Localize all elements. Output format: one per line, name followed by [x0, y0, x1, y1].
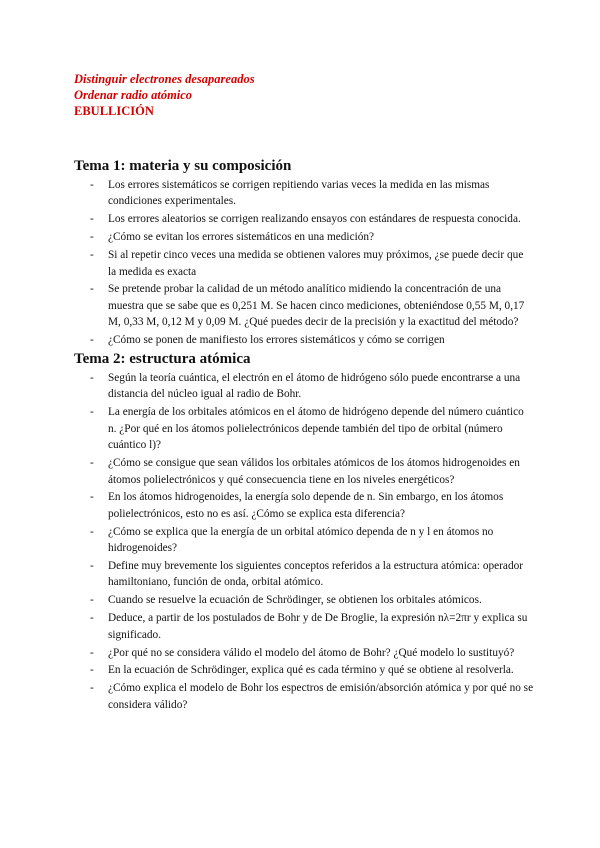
- list-item: - Si al repetir cinco veces una medida se obtienen valores muy próximos, ¿se puede decir que la medida es exacta: [74, 247, 534, 280]
- topic-title: Tema 1: materia y su composición: [74, 158, 292, 174]
- topic-section: [74, 350, 534, 713]
- note-line: Distinguir electrones desapareados: [74, 72, 255, 86]
- list-item: - ¿Cómo explica el modelo de Bohr los espectros de emisión/absorción atómica y por qué no se considera válido?: [74, 680, 534, 713]
- list-item: - La energía de los orbitales atómicos en el átomo de hidrógeno depende del número cuántico n. ¿Por qué en los átomos polielectrónicos depende también del tipo de orbital (número cuántico l)?: [74, 404, 534, 453]
- note-line: Ordenar radio atómico: [74, 88, 193, 102]
- list-item: - ¿Cómo se ponen de manifiesto los errores sistemáticos y cómo se corrigen: [74, 332, 534, 348]
- list-item: - ¿Cómo se explica que la energía de un orbital atómico dependa de n y l en átomos no hidrogenoides?: [74, 524, 534, 557]
- list-item: - Cuando se resuelve la ecuación de Schrödinger, se obtienen los orbitales atómicos.: [74, 592, 534, 608]
- topic-section: [74, 157, 534, 349]
- list-item: - ¿Por qué no se considera válido el modelo del átomo de Bohr? ¿Qué modelo lo sustituyó?: [74, 645, 534, 661]
- list-item: - En los átomos hidrogenoides, la energía solo depende de n. Sin embargo, en los átomos polielectrónicos, esto no es así. ¿Cómo se explica esta diferencia?: [74, 489, 534, 522]
- question-list: [74, 177, 534, 349]
- question-list: [74, 370, 534, 713]
- list-item: - Se pretende probar la calidad de un método analítico midiendo la concentración de una muestra que se sabe que es 0,251 M. Se hacen cinco mediciones, obteniéndose 0,55 M, 0,17 M, 0,33 M, 0,12 M y 0,09 M. ¿Qué puedes decir de la precisión y la exactitud del método?: [74, 281, 534, 330]
- list-item: - Deduce, a partir de los postulados de Bohr y de De Broglie, la expresión nλ=2πr y explica su significado.: [74, 610, 534, 643]
- list-item: - Según la teoría cuántica, el electrón en el átomo de hidrógeno sólo puede encontrarse a una distancia del núcleo igual al radio de Bohr.: [74, 370, 534, 403]
- list-item: - ¿Cómo se evitan los errores sistemáticos en una medición?: [74, 229, 534, 245]
- header-notes: [74, 71, 534, 119]
- list-item: - Los errores sistemáticos se corrigen repitiendo varias veces la medida en las mismas condiciones experimentales.: [74, 177, 534, 210]
- topics-content: [74, 157, 534, 715]
- list-item: - Los errores aleatorios se corrigen realizando ensayos con estándares de respuesta conocida.: [74, 211, 534, 227]
- list-item: - En la ecuación de Schrödinger, explica qué es cada término y qué se obtiene al resolverla.: [74, 662, 534, 678]
- note-line: EBULLICIÓN: [74, 104, 154, 118]
- list-item: - ¿Cómo se consigue que sean válidos los orbitales atómicos de los átomos hidrogenoides en átomos polielectrónicos y qué consecuencia tiene en los niveles energéticos?: [74, 455, 534, 488]
- list-item: - Define muy brevemente los siguientes conceptos referidos a la estructura atómica: operador hamiltoniano, función de onda, orbital atómico.: [74, 558, 534, 591]
- topic-title: Tema 2: estructura atómica: [74, 351, 251, 368]
